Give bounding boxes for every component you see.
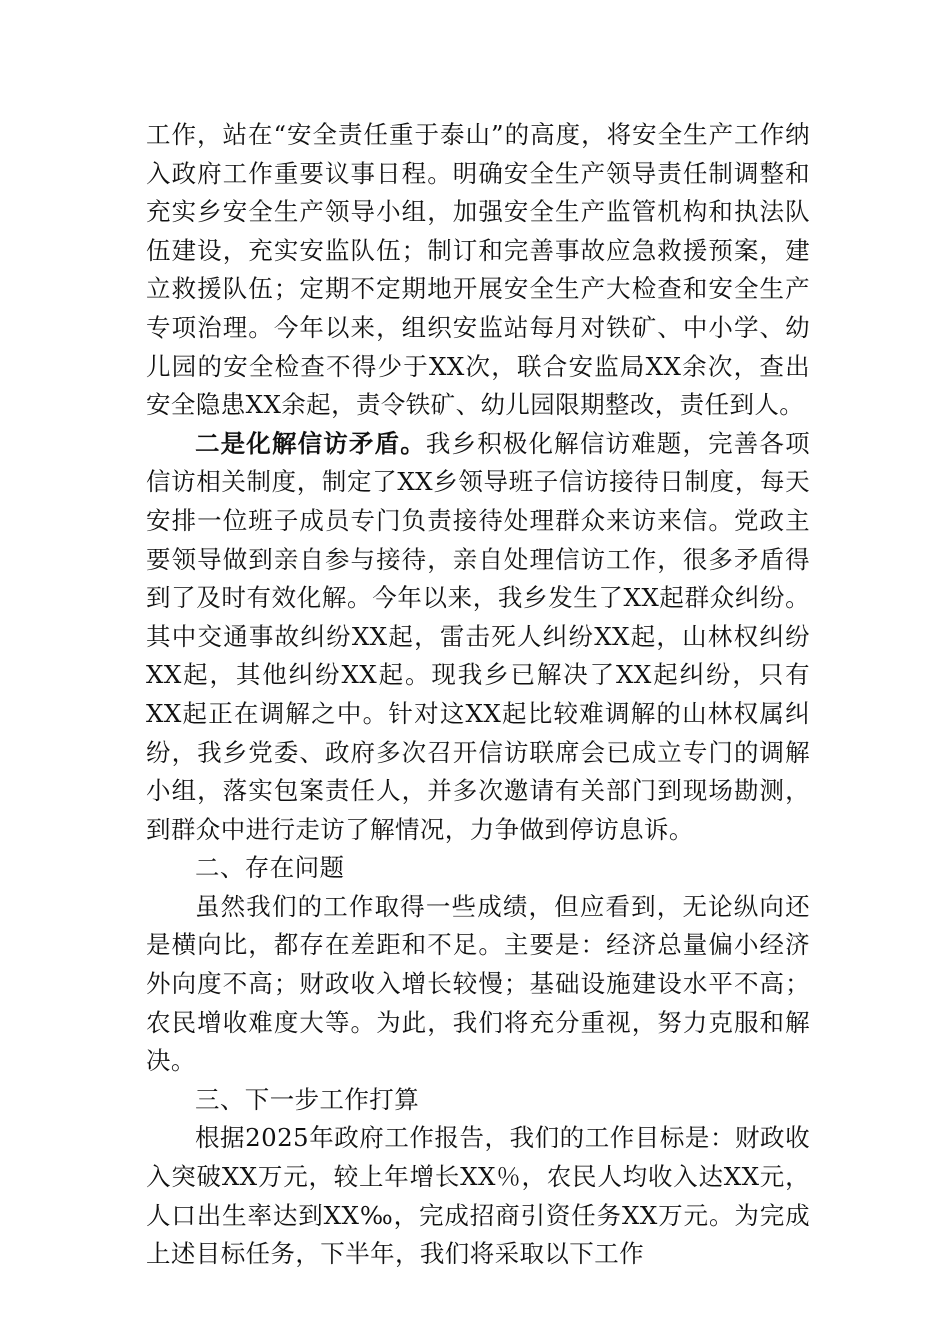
paragraph-lead-petition: 二是化解信访矛盾。: [195, 428, 426, 458]
paragraph-body-petition: 我乡积极化解信访难题，完善各项信访相关制度，制定了XX乡领导班子信访接待日制度，每天安排一位班子成员专门负责接待处理群众来访来信。党政主要领导做到亲自参与接待，亲自处理信访工作，很多矛盾得到了及时有效化解。今年以来，我乡发生了XX起群众纠纷。其中交通事故纠纷XX起，雷击死人纠纷XX起，山林权纠纷XX起，其他纠纷XX起。现我乡已解决了XX起纠纷，只有XX起正在调解之中。针对这XX起比较难调解的山林权属纠纷，我乡党委、政府多次召开信访联席会已成立专门的调解小组，落实包案责任人，并多次邀请有关部门到现场勘测，到群众中进行走访了解情况，力争做到停访息诉。: [146, 428, 810, 844]
paragraph-petition: [146, 425, 810, 850]
paragraph-problems: 虽然我们的工作取得一些成绩，但应看到，无论纵向还是横向比，都存在差距和不足。主要是：经济总量偏小经济外向度不高；财政收入增长较慢；基础设施建设水平不高；农民增收难度大等。为此，我们将充分重视，努力克服和解决。: [146, 891, 810, 1076]
paragraph-safety-production: 工作，站在“安全责任重于泰山”的高度，将安全生产工作纳入政府工作重要议事日程。明确安全生产领导责任制调整和充实乡安全生产领导小组，加强安全生产监管机构和执法队伍建设，充实安监队伍；制订和完善事故应急救援预案，建立救援队伍；定期不定期地开展安全生产大检查和安全生产专项治理。今年以来，组织安监站每月对铁矿、中小学、幼儿园的安全检查不得少于XX次，联合安监局XX余次，查出安全隐患XX余起，责令铁矿、幼儿园限期整改，责任到人。: [146, 120, 810, 420]
document-body: [146, 116, 810, 1274]
section-heading-problems: 二、存在问题: [195, 853, 345, 883]
paragraph-goals: 根据2025年政府工作报告，我们的工作目标是：财政收入突破XX万元，较上年增长XX％，农民人均收入达XX元，人口出生率达到XX‰，完成招商引资任务XX万元。为完成上述目标任务，下半年，我们将采取以下工作: [146, 1123, 810, 1269]
section-heading-next-steps: 三、下一步工作打算: [195, 1084, 420, 1114]
